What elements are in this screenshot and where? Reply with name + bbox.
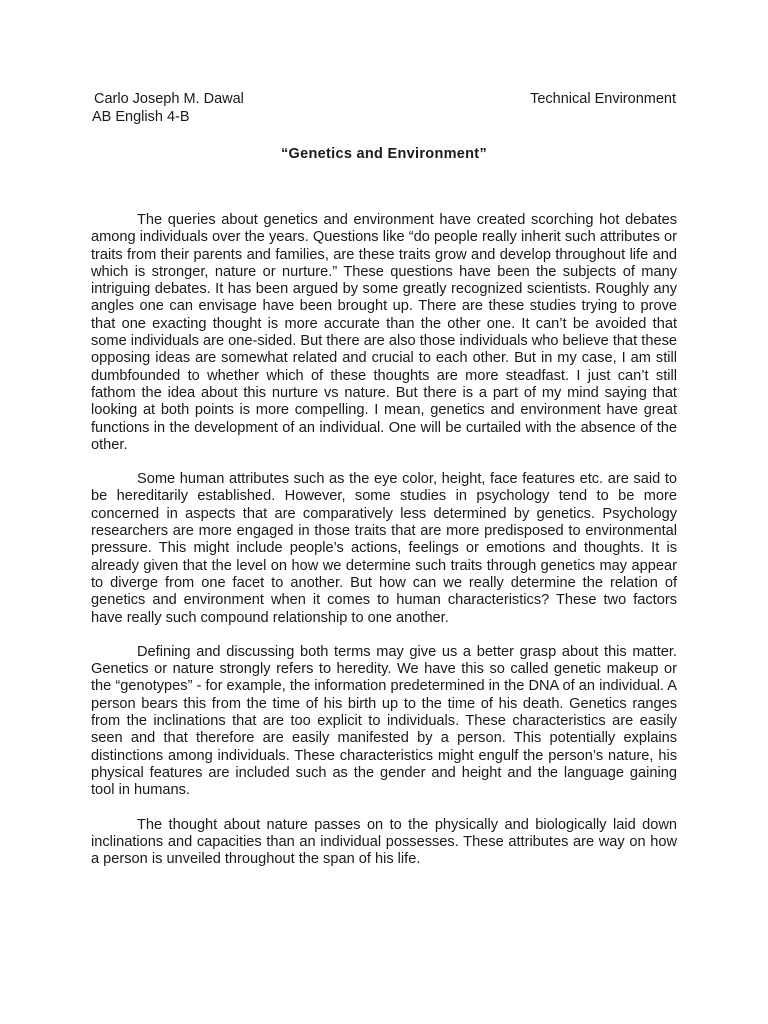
paragraph: The queries about genetics and environment have created scorching hot debates among individuals over the years. Questions like “do people really inherit such attributes or traits from their parents and families, are these traits grow and develop throughout life and which is stronger, nature or nurture.” These questions have been the subjects of many intriguing debates. It has been argued by some greatly recognized scientists. Roughly any angles one can envisage have been brought up. There are these studies trying to prove that one exacting thought is more accurate than the other one. It can’t be avoided that some individuals are one-sided. But there are also those individuals who believe that these opposing ideas are somewhat related and crucial to each other. But in my case, I am still dumbfounded to whether which of these thoughts are more steadfast. I just can’t still fathom the idea about this nurture vs nature. But there is a part of my mind saying that looking at both points is more compelling. I mean, genetics and environment have great functions in the development of an individual. One will be curtailed with the absence of the other.: [91, 212, 677, 453]
course-label: AB English 4-B: [92, 109, 190, 125]
author-name: Carlo Joseph M. Dawal: [94, 91, 244, 107]
essay-body: [91, 212, 677, 885]
section-label: Technical Environment: [530, 91, 676, 107]
paragraph: Some human attributes such as the eye color, height, face features etc. are said to be hereditarily established. However, some studies in psychology tend to be more concerned in aspects that are comparatively less determined by genetics. Psychology researchers are more engaged in those traits that are more predisposed to environmental pressure. This might include people’s actions, feelings or emotions and thoughts. It is already given that the level on how we determine such traits through genetics may appear to diverge from one facet to another. But how can we really determine the relation of genetics and environment when it comes to human characteristics? These two factors have really such compound relationship to one another.: [91, 471, 677, 626]
paragraph: Defining and discussing both terms may give us a better grasp about this matter. Genetics or nature strongly refers to heredity. We have this so called genetic makeup or the “genotypes” - for example, the information predetermined in the DNA of an individual. A person bears this from the time of his birth up to the time of his death. Genetics ranges from the inclinations that are too explicit to individuals. These characteristics are easily seen and that therefore are easily manifested by a person. This potentially explains distinctions among individuals. These characteristics might engulf the person’s nature, his physical features are included such as the gender and height and the language gaining tool in humans.: [91, 643, 677, 799]
paragraph: The thought about nature passes on to the physically and biologically laid down inclinations and capacities than an individual possesses. These attributes are way on how a person is unveiled throughout the span of his life.: [91, 816, 677, 868]
essay-title: “Genetics and Environment”: [280, 146, 487, 162]
